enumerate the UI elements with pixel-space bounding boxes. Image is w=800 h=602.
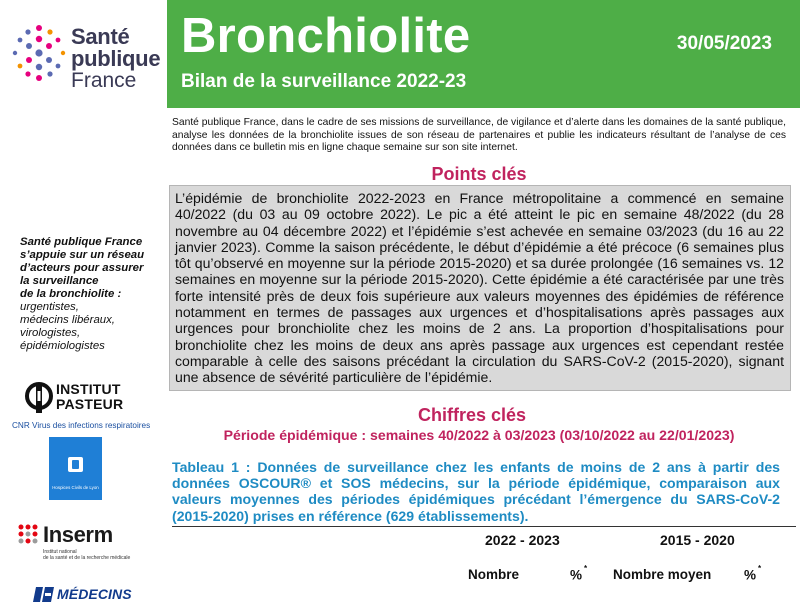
inserm-subtitle (43, 549, 153, 561)
cnr-caption: CNR Virus des infections respiratoires (12, 421, 151, 430)
bulletin-date: 30/05/2023 (676, 33, 772, 54)
table-col-nombre: Nombre (468, 567, 520, 582)
network-role-line: médecins libéraux, (20, 314, 115, 326)
points-cles-text: L’épidémie de bronchiolite 2022-2023 en France métropolitaine a commencé en semaine 40/2022 (du 03 au 09 octobre 2022). Le pic a été atteint le pic en semaine 48/2022 (du 28 novembre au 04 décembre 2022) et l’épidémie s’est achevée en semaine 03/2023 (du 16 au 22 janvier 2023). Comme la saison précédente, le début d’épidémie a été précoce (6 semaines plus tôt qu’observé en moyenne sur la période 2015-2020) et sa durée prolongée (16 semaines vs. 12 semaines en moyenne sur la période 2015-2020). Cette épidémie a été caractérisée par une très forte intensité près de deux fois supérieure aux valeurs moyennes des épidémies de référence notamment en termes de passages aux urgences et d’hospitalisations après passages aux urgences pour bronchiolite chez les moins de 2 ans. La proportion d’hospitalisations pour bronchiolite chez les moins de deux ans après passage aux urgences est cependant restée comparable à celle des saisons précédant la circulation du SARS-CoV-2 (2015-2020), signant une absence de sévérité particulière de l’épidémie. (175, 190, 784, 386)
pasteur-line-1: INSTITUT (56, 381, 121, 397)
spf-line-2: publique (71, 46, 161, 71)
inserm-logo-icon (16, 522, 42, 550)
partner-network-text (20, 236, 165, 353)
pct-label: % (744, 567, 757, 583)
periode-epidemique: Période épidémique : semaines 40/2022 à 03/2023 (03/10/2022 au 22/01/2023) (223, 427, 735, 443)
network-role-line: urgentistes, (20, 301, 79, 313)
table-col-nombre-moyen: Nombre moyen (613, 567, 712, 582)
spf-line-1: Santé (71, 24, 130, 49)
network-bold-line: la surveillance (20, 275, 99, 287)
pasteur-line-2: PASTEUR (56, 396, 124, 412)
page-subtitle: Bilan de la surveillance 2022-23 (181, 71, 467, 92)
inserm-wordmark: Inserm (43, 522, 113, 547)
page-title: Bronchiolite (181, 9, 471, 63)
pct-label: % (570, 567, 583, 583)
network-bold-line: de la bronchiolite : (20, 288, 122, 300)
spf-wordmark (71, 26, 160, 92)
inserm-sub-line-1: Institut national (43, 549, 77, 555)
sos-logo-icon (33, 587, 54, 602)
network-bold-line: Santé publique France (20, 236, 143, 248)
table-top-rule (172, 526, 796, 527)
inserm-sub-line-2: de la santé et de la recherche médicale (43, 555, 131, 561)
network-bold-line: d’acteurs pour assurer (20, 262, 144, 274)
chiffres-cles-heading: Chiffres clés (417, 405, 527, 425)
hcl-label: Hospices Civils de Lyon (52, 485, 99, 490)
title-banner (167, 0, 800, 108)
spf-line-3: France (71, 69, 137, 92)
intro-paragraph: Santé publique France, dans le cadre de ses missions de surveillance, de vigilance et d’alerte dans les domaines de la santé publique, analyse les données de la bronchiolite issues de son réseau de partenaires et publie les indicateurs résultant de l’analyse de ces données dans ce bulletin mis en ligne chaque semaine sur son site internet. (172, 117, 786, 154)
table-col-group-2015-2020: 2015 - 2020 (660, 532, 735, 548)
sante-publique-france-logo (0, 0, 167, 108)
points-cles-box (169, 185, 791, 391)
network-role-line: virologistes, (20, 327, 81, 339)
table-col-pct (570, 564, 588, 583)
spf-dots-icon (10, 24, 68, 82)
table-col-group-2022-2023: 2022 - 2023 (485, 532, 560, 548)
table-caption: Tableau 1 : Données de surveillance chez les enfants de moins de 2 ans à partir des données OSCOUR® et SOS médecins, sur la période épidémique, comparaison aux valeurs moyennes des périodes épidémiques précédant l’émergence du SARS-CoV-2 (2015-2020) prises en référence (629 établissements). (172, 459, 780, 524)
sos-wordmark: MÉDECINS (57, 586, 132, 602)
footnote-mark: * (758, 564, 762, 573)
pasteur-logo-icon (24, 381, 54, 413)
points-cles-heading: Points clés (431, 164, 527, 184)
inserm-logo (16, 522, 146, 566)
pasteur-wordmark (56, 382, 123, 412)
table-col-pct-ref (744, 564, 762, 583)
sos-medecins-logo (33, 586, 153, 602)
network-role-line: épidémiologistes (20, 340, 105, 352)
network-bold-line: s’appuie sur un réseau (20, 249, 145, 261)
hospices-civils-lyon-logo (49, 437, 102, 500)
footnote-mark: * (584, 564, 588, 573)
hcl-logo-icon (68, 457, 83, 472)
